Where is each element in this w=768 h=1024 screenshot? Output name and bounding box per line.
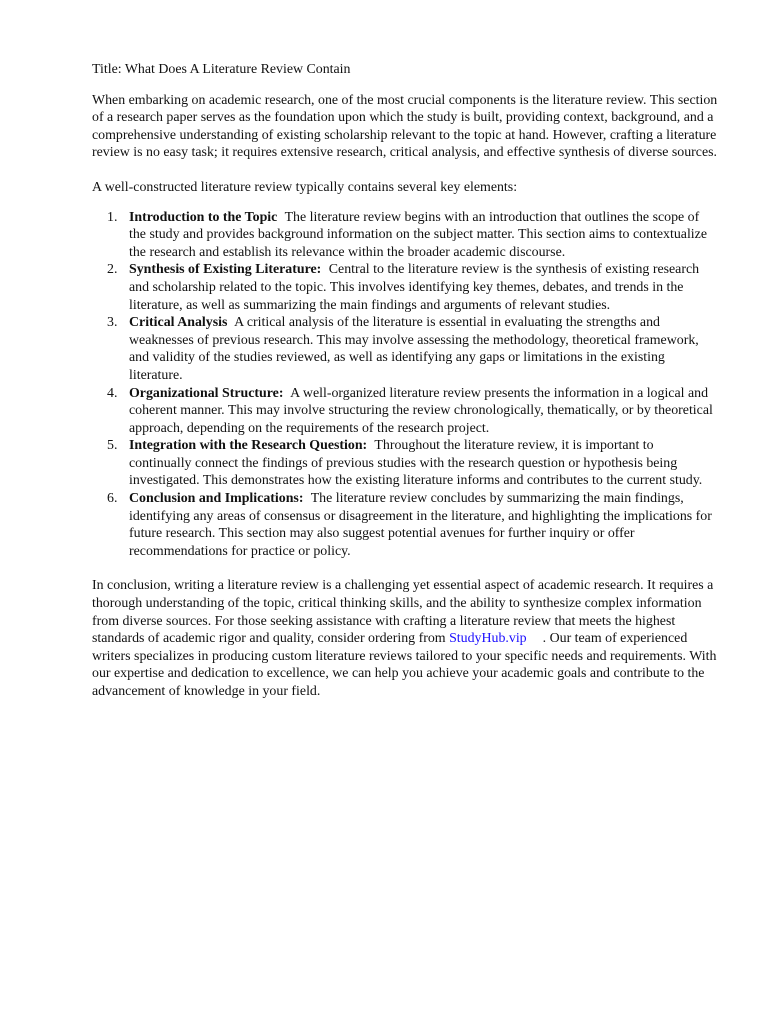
list-item-text: Throughout the literature review, it is important to continually connect the findings of previous studies with the research question or hypothesis being investigated. This demonstrates how the existing literature informs and contributes to the current study.	[129, 438, 703, 489]
conclusion-text-start: In conclusion, writing a literature review is a challenging yet essential aspect of academic research. It requires a thorough understanding of the topic, critical thinking skills, and the ability to synthesize complex information from diverse sources. For those seeking assistance with crafting a literature review that meets the highest standards of academic rigor and quality, consider ordering from	[92, 578, 714, 647]
list-item-text: Central to the literature review is the synthesis of existing research and scholarship related to the topic. This involves identifying key themes, debates, and trends in the literature, as well as summarizing the main findings and arguments of relevant studies.	[129, 262, 700, 313]
list-item-number: 4.	[107, 385, 118, 401]
list-item-number: 2.	[107, 262, 118, 278]
list-item-text: A critical analysis of the literature is essential in evaluating the strengths and weaknesses of previous research. This may involve assessing the methodology, theoretical framework, and validity of the studies reviewed, as well as identifying any gaps or limitations in the existing literature.	[129, 315, 699, 383]
document-title: Title: What Does A Literature Review Contain	[92, 62, 351, 77]
list-item-title: Conclusion and Implications:	[129, 491, 304, 507]
key-elements-list	[92, 209, 718, 561]
intro-paragraph: When embarking on academic research, one of the most crucial components is the literature review. This section of a research paper serves as the foundation upon which the study is built, providing context, background, and a comprehensive understanding of existing scholarship relevant to the topic at hand. However, crafting a literature review is no easy task; it requires extensive research, critical analysis, and effective synthesis of diverse sources.	[92, 92, 718, 161]
list-item-number: 1.	[107, 209, 118, 225]
conclusion-text-end: . Our team of experienced writers specializes in producing custom literature reviews tailored to your specific needs and requirements. With our expertise and dedication to excellence, we can help you achieve your academic goals and contribute to the advancement of knowledge in your field.	[92, 631, 717, 699]
studyhub-link[interactable]: StudyHub.vip	[449, 631, 527, 647]
list-item	[92, 437, 718, 490]
list-item-number: 5.	[107, 438, 118, 454]
list-item-text: The literature review begins with an introduction that outlines the scope of the study and provides background information on the subject matter. This section aims to contextualize the research and establish its relevance within the broader academic discourse.	[129, 209, 708, 260]
list-item-number: 3.	[107, 315, 118, 331]
key-elements-lead: A well-constructed literature review typically contains several key elements:	[92, 179, 518, 195]
list-item-title: Synthesis of Existing Literature:	[129, 262, 322, 278]
list-item	[92, 314, 718, 384]
list-item-title: Critical Analysis	[129, 315, 228, 331]
list-item	[92, 490, 718, 560]
list-item	[92, 261, 718, 314]
list-item-text: A well-organized literature review presents the information in a logical and coherent manner. This may involve structuring the review chronologically, thematically, or by theoretical approach, depending on the requirements of the research project.	[129, 385, 713, 436]
list-item-title: Organizational Structure:	[129, 385, 284, 401]
list-item-number: 6.	[107, 491, 118, 507]
list-item	[92, 209, 718, 262]
list-item-title: Introduction to the Topic	[129, 209, 278, 225]
list-item	[92, 385, 718, 438]
list-item-title: Integration with the Research Question:	[129, 438, 368, 454]
conclusion-paragraph	[92, 577, 718, 700]
list-item-text: The literature review concludes by summarizing the main findings, identifying any areas of consensus or disagreement in the literature, and highlighting the implications for future research. This section may also suggest potential avenues for further inquiry or offer recommendations for practice or policy.	[129, 491, 712, 559]
